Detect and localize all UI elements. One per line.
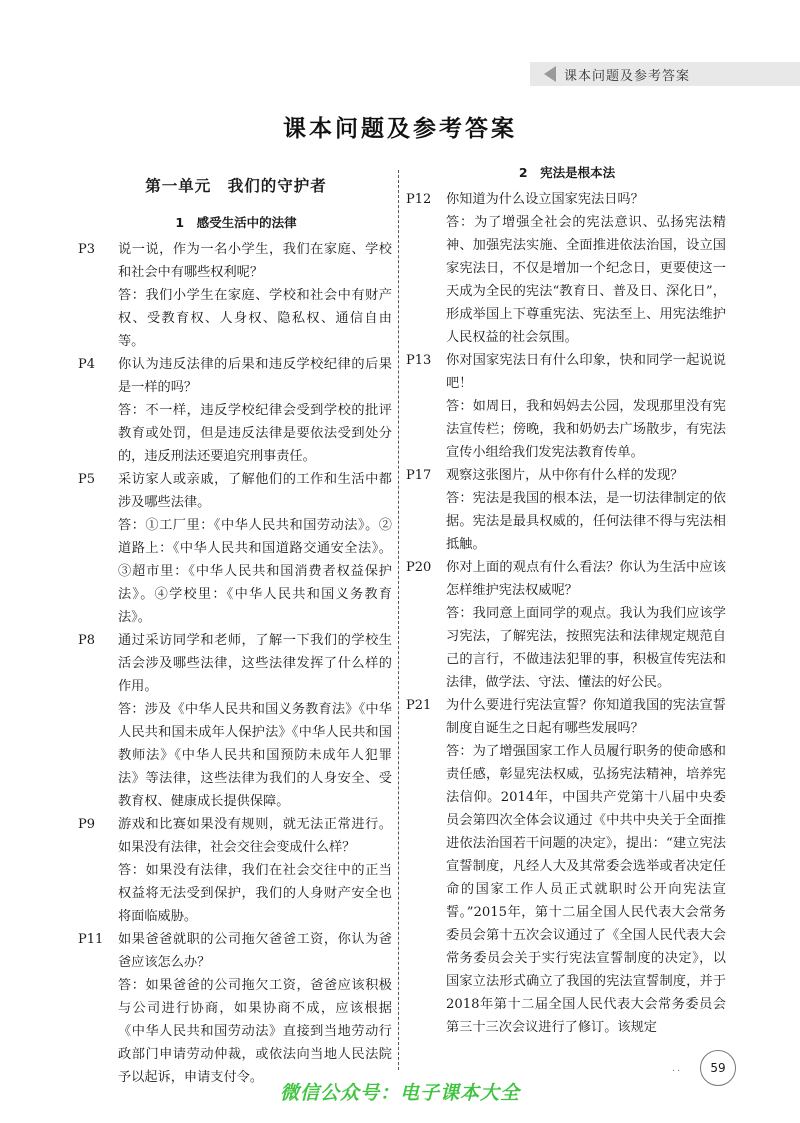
answer-text: 答：我们小学生在家庭、学校和社会中有财产权、受教育权、人身权、隐私权、通信自由等。 <box>118 288 392 349</box>
answer-text: 答：涉及《中华人民共和国义务教育法》《中华人民共和国未成年人保护法》《中华人民共和国教师法》《中华人民共和国预防未成年人犯罪法》等法律，这些法律为我们的人身安全、受教育权、健康成长提供保障。 <box>118 702 392 809</box>
page-title: 课本问题及参考答案 <box>283 115 517 142</box>
page-ref: P9 <box>78 817 96 832</box>
question-text: 说一说，作为一名小学生，我们在家庭、学校和社会中有哪些权利呢？ <box>118 242 392 280</box>
qa-item <box>80 928 392 1089</box>
question-text: 你知道为什么设立国家宪法日吗？ <box>446 192 644 207</box>
page-ref: P3 <box>78 242 96 257</box>
qa-item <box>408 349 726 464</box>
question-text: 你对国家宪法日有什么印象，快和同学一起说说吧！ <box>446 353 726 391</box>
question-text: 你认为违反法律的后果和违反学校纪律的后果是一样的吗？ <box>118 357 392 395</box>
question-text: 采访家人或亲戚，了解他们的工作和生活中都涉及哪些法律。 <box>118 472 392 510</box>
section-header-tab <box>530 62 800 86</box>
page-ref: P12 <box>406 192 432 207</box>
page-ref: P11 <box>78 932 104 947</box>
qa-item <box>408 694 726 1039</box>
page-ref: P4 <box>78 357 96 372</box>
page-number: 59 <box>710 1061 726 1075</box>
question-text: 通过采访同学和老师，了解一下我们的学校生活会涉及哪些法律，这些法律发挥了什么样的作用。 <box>118 633 392 694</box>
qa-item <box>408 464 726 556</box>
column-divider <box>398 170 399 1070</box>
qa-item <box>80 629 392 813</box>
unit-title: 第一单元 我们的守护者 <box>145 176 327 195</box>
qa-item <box>408 556 726 694</box>
watermark-text: 微信公众号：电子课本大全 <box>279 1082 520 1104</box>
qa-item <box>80 468 392 629</box>
page-ref: P21 <box>406 698 432 713</box>
question-text: 如果爸爸就职的公司拖欠爸爸工资，你认为爸爸应该怎么办？ <box>118 932 392 970</box>
answer-text: 答：宪法是我国的根本法，是一切法律制定的依据。宪法是最具权威的，任何法律不得与宪法相抵触。 <box>446 491 726 552</box>
right-column <box>406 165 726 1039</box>
page-ref: P17 <box>406 468 432 483</box>
qa-item <box>80 813 392 928</box>
triangle-marker-icon <box>544 66 556 82</box>
question-text: 游戏和比赛如果没有规则，就无法正常进行。如果没有法律，社会交往会变成什么样？ <box>118 817 392 855</box>
page-ref: P8 <box>78 633 96 648</box>
lesson-title: 2 宪法是根本法 <box>518 165 616 180</box>
qa-item <box>80 353 392 468</box>
section-label: 课本问题及参考答案 <box>564 68 691 84</box>
question-text: 观察这张图片，从中你有什么样的发现？ <box>446 468 684 483</box>
left-column <box>80 170 392 1089</box>
page-decoration-dots: ·· <box>672 1066 683 1077</box>
qa-item <box>408 188 726 349</box>
answer-text: 答：为了增强国家工作人员履行职务的使命感和责任感，彰显宪法权威，弘扬宪法精神，培养宪法信仰。2014年，中国共产党第十八届中央委员会第四次全体会议通过《中共中央关于全面推进依法治国若干问题的决定》，提出：“建立宪法宣誓制度，凡经人大及其常委会选举或者决定任命的国家工作人员正式就职时公开向宪法宣誓。”2015年，第十二届全国人民代表大会常务委员会第十五次会议通过了《全国人民代表大会常务委员会关于实行宪法宣誓制度的决定》，以国家立法形式确立了我国的宪法宣誓制度，并于2018年第十二届全国人民代表大会常务委员会第三十三次会议进行了修订。该规定 <box>446 744 726 1035</box>
answer-text: 答：我同意上面同学的观点。我认为我们应该学习宪法，了解宪法，按照宪法和法律规定规范自己的言行，不做违法犯罪的事，积极宣传宪法和法律，做学法、守法、懂法的好公民。 <box>446 606 726 690</box>
lesson-title: 1 感受生活中的法律 <box>175 215 297 230</box>
answer-text: 答：如果爸爸的公司拖欠工资，爸爸应该积极与公司进行协商，如果协商不成，应该根据《中华人民共和国劳动法》直接到当地劳动行政部门申请劳动仲裁，或依法向当地人民法院予以起诉，申请支付令。 <box>118 978 392 1085</box>
page-ref: P13 <box>406 353 432 368</box>
page-ref: P5 <box>78 472 96 487</box>
answer-text: 答：如果没有法律，我们在社会交往中的正当权益将无法受到保护，我们的人身财产安全也将面临威胁。 <box>118 863 392 924</box>
page-ref: P20 <box>406 560 432 575</box>
answer-text: 答：不一样，违反学校纪律会受到学校的批评教育或处罚，但是违反法律是要依法受到处分的，违反刑法还要追究刑事责任。 <box>118 403 392 464</box>
question-text: 为什么要进行宪法宣誓？你知道我国的宪法宣誓制度自诞生之日起有哪些发展吗？ <box>446 698 726 736</box>
answer-text: 答：①工厂里：《中华人民共和国劳动法》。②道路上：《中华人民共和国道路交通安全法》。③超市里：《中华人民共和国消费者权益保护法》。④学校里：《中华人民共和国义务教育法》。 <box>118 518 392 625</box>
qa-item <box>80 238 392 353</box>
answer-text: 答：如周日，我和妈妈去公园，发现那里没有宪法宣传栏；傍晚，我和奶奶去广场散步，有宪法宣传小组给我们发宪法教育传单。 <box>446 399 726 460</box>
answer-text: 答：为了增强全社会的宪法意识、弘扬宪法精神、加强宪法实施、全面推进依法治国，设立国家宪法日，不仅是增加一个纪念日，更要使这一天成为全民的宪法“教育日、普及日、深化日”，形成举国上下尊重宪法、宪法至上、用宪法维护人民权益的社会氛围。 <box>446 215 726 345</box>
question-text: 你对上面的观点有什么看法？你认为生活中应该怎样维护宪法权威呢？ <box>446 560 726 598</box>
